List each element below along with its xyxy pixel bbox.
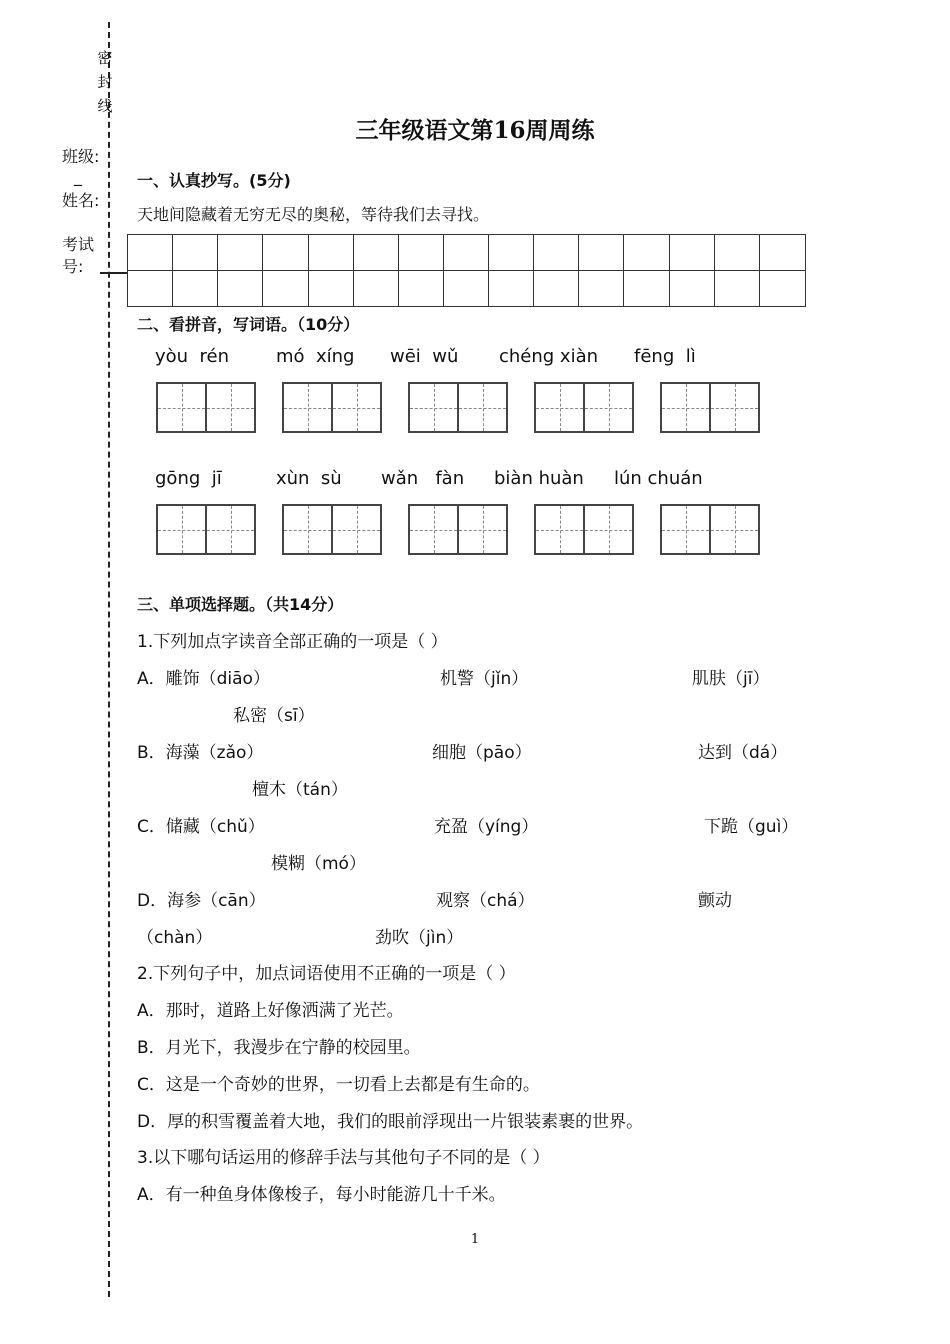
q2-option-a[interactable]: A．那时，道路上好像洒满了光芒。: [137, 1001, 404, 1021]
q1-option-c-2: 充盈（yíng）: [434, 817, 539, 837]
q3-option-a[interactable]: A．有一种鱼身体像梭子，每小时能游几十千米。: [137, 1185, 506, 1205]
q1-option-a-4: 私密（sī）: [233, 706, 315, 726]
tianzige-box[interactable]: [660, 382, 760, 433]
q1-option-d-3: 颤动: [698, 891, 732, 911]
tianzige-box[interactable]: [660, 504, 760, 555]
seal-line-label: [96, 46, 114, 118]
seal-char: 线: [97, 97, 113, 115]
q1-option-b-2: 细胞（pāo）: [432, 743, 532, 763]
copy-sentence: 天地间隐藏着无穷无尽的奥秘，等待我们去寻找。: [137, 205, 490, 224]
pinyin-label: xùn sù: [276, 468, 342, 489]
tianzige-box[interactable]: [156, 504, 256, 555]
binding-dashed-line: [108, 22, 110, 1297]
margin-tick: [100, 272, 128, 274]
seal-char: 封: [97, 73, 113, 91]
page-number: 1: [470, 1232, 480, 1247]
q1-option-c-3: 下跪（guì）: [704, 817, 799, 837]
seal-char: 密: [97, 49, 113, 67]
tianzige-box[interactable]: [534, 382, 634, 433]
pinyin-label: mó xíng: [276, 346, 355, 367]
class-blank: _: [74, 167, 82, 186]
pinyin-label: yòu rén: [155, 346, 230, 367]
tianzige-box[interactable]: [408, 504, 508, 555]
q1-option-b-1[interactable]: B．海藻（zǎo）: [137, 743, 264, 763]
pinyin-label: wǎn fàn: [381, 468, 465, 489]
section1-heading: 一、认真抄写。(5分): [137, 171, 291, 190]
copy-writing-grid[interactable]: [127, 234, 806, 307]
tianzige-box[interactable]: [282, 382, 382, 433]
q1-option-d-2: 观察（chá）: [436, 891, 535, 911]
section2-heading: 二、看拼音，写词语。（10分）: [137, 315, 360, 334]
exam-number-label: 考试: [62, 235, 95, 254]
class-label: 班级:: [62, 147, 100, 166]
q1-option-b-3: 达到（dá）: [698, 743, 788, 763]
pinyin-label: fēng lì: [634, 346, 696, 367]
section3-heading: 三、单项选择题。（共14分）: [137, 595, 344, 614]
q2-option-d[interactable]: D．厚的积雪覆盖着大地，我们的眼前浮现出一片银装素裹的世界。: [137, 1112, 644, 1132]
exam-number-label-2: 号:: [62, 257, 84, 276]
pinyin-label: gōng jī: [155, 468, 222, 489]
q1-option-a-3: 肌肤（jī）: [692, 669, 770, 689]
q1-option-d-1[interactable]: D．海参（cān）: [137, 891, 266, 911]
q2-option-b[interactable]: B．月光下，我漫步在宁静的校园里。: [137, 1038, 421, 1058]
tianzige-box[interactable]: [534, 504, 634, 555]
pinyin-label: biàn huàn: [494, 468, 584, 489]
q1-option-c-1[interactable]: C．储藏（chǔ）: [137, 817, 265, 837]
q1-option-c-4: 模糊（mó）: [271, 854, 366, 874]
q1-option-d-4: （chàn）: [137, 928, 213, 948]
q1-option-d-5: 劲吹（jìn）: [375, 928, 464, 948]
question-3-stem: 3.以下哪句话运用的修辞手法与其他句子不同的是（ ）: [137, 1148, 550, 1168]
tianzige-box[interactable]: [156, 382, 256, 433]
q1-option-b-4: 檀木（tán）: [252, 780, 348, 800]
q1-option-a-2: 机警（jǐn）: [440, 669, 529, 689]
question-1-stem: 1.下列加点字读音全部正确的一项是（ ）: [137, 632, 448, 652]
question-2-stem: 2.下列句子中，加点词语使用不正确的一项是（ ）: [137, 964, 516, 984]
tianzige-box[interactable]: [282, 504, 382, 555]
pinyin-label: lún chuán: [614, 468, 703, 489]
page-title: 三年级语文第16周周练: [355, 117, 595, 144]
pinyin-label: chéng xiàn: [499, 346, 599, 367]
tianzige-box[interactable]: [408, 382, 508, 433]
q1-option-a-1[interactable]: A．雕饰（diāo）: [137, 669, 270, 689]
name-label: 姓名:: [62, 191, 100, 210]
pinyin-label: wēi wǔ: [390, 346, 459, 367]
q2-option-c[interactable]: C．这是一个奇妙的世界，一切看上去都是有生命的。: [137, 1075, 540, 1095]
